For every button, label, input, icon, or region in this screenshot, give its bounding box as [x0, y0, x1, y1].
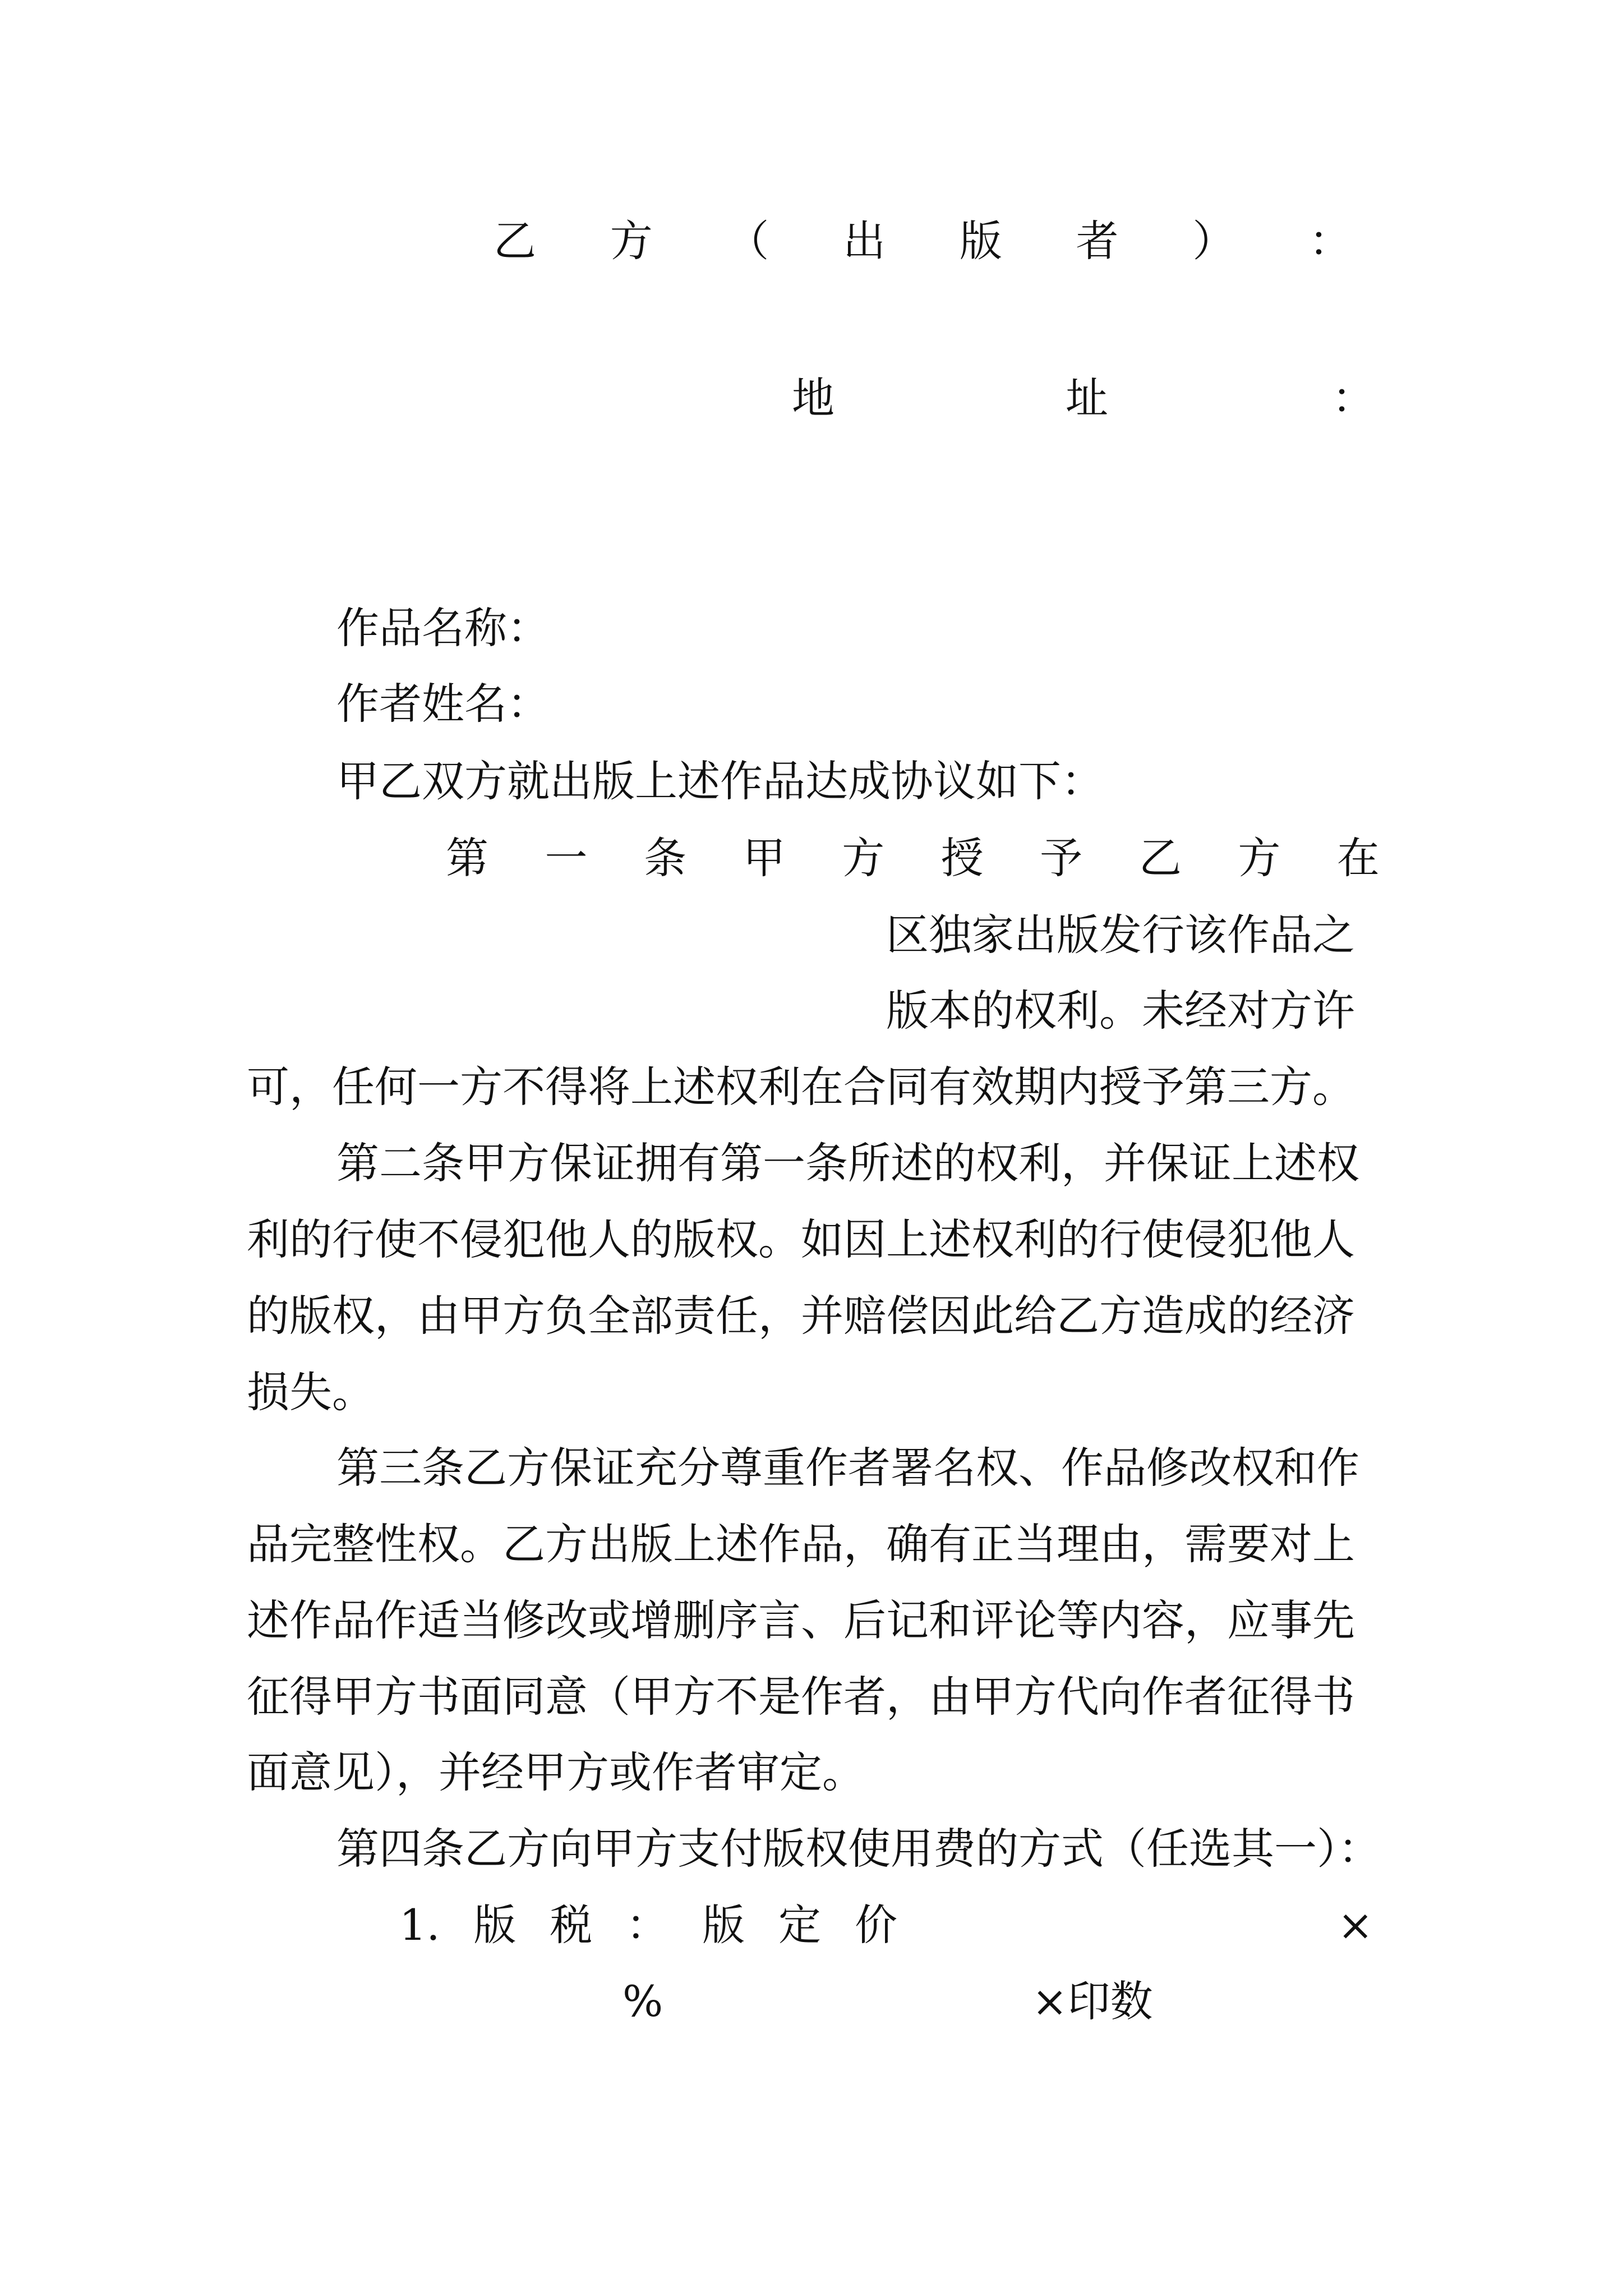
multiply-sign: ×	[1338, 1900, 1373, 1950]
article2-line: 损失。	[247, 1367, 375, 1417]
party-b-char: 版	[959, 216, 1002, 266]
times-print-count: ×印数	[1032, 1976, 1153, 2026]
address-label-char: 址	[1066, 373, 1108, 423]
article2-line: 第二条甲方保证拥有第一条所述的权利，并保证上述权	[336, 1138, 1359, 1188]
article1-char: 甲	[743, 833, 786, 883]
article3-line: 述作品作适当修改或增删序言、后记和评论等内容，应事先	[247, 1595, 1355, 1645]
royalty-char: 价	[854, 1900, 897, 1950]
article1-char: 方	[1238, 833, 1281, 883]
work-title-label: 作品名称：	[336, 603, 550, 653]
article2-line: 的版权，由甲方负全部责任，并赔偿因此给乙方造成的经济	[247, 1291, 1355, 1341]
article1-char: 第	[446, 833, 488, 883]
royalty-char: 版	[473, 1900, 517, 1950]
article1-char: 予	[1040, 833, 1083, 883]
royalty-char: 定	[778, 1900, 822, 1950]
article1-char: 授	[940, 833, 984, 883]
party-b-line	[494, 213, 1352, 269]
address-label-char: 地	[792, 373, 834, 423]
party-b-char: ）	[1192, 216, 1235, 266]
article1-line4: 可，任何一方不得将上述权利在合同有效期内授予第三方。	[247, 1062, 1355, 1112]
royalty-line	[0, 1897, 1623, 1953]
author-name-label: 作者姓名：	[336, 679, 550, 729]
article3-line: 品完整性权。乙方出版上述作品，确有正当理由，需要对上	[247, 1519, 1355, 1569]
royalty-char: 1.	[399, 1900, 440, 1950]
article1-char: 方	[842, 833, 885, 883]
address-colon: ：	[1332, 373, 1375, 423]
article1-char: 乙	[1138, 833, 1182, 883]
article1-char: 在	[1336, 833, 1380, 883]
article3-line: 第三条乙方保证充分尊重作者署名权、作品修改权和作	[336, 1443, 1359, 1493]
party-b-char: 乙	[494, 216, 536, 266]
article1-line3: 版本的权利。未经对方许	[886, 986, 1355, 1036]
royalty-char: 版	[702, 1900, 745, 1950]
article2-line: 利的行使不侵犯他人的版权。如因上述权利的行使侵犯他人	[247, 1214, 1355, 1264]
royalty-label	[399, 1897, 897, 1953]
article1-line2: 区独家出版发行该作品之	[886, 910, 1355, 960]
article1-char: 一	[545, 833, 588, 883]
royalty-char: ：	[626, 1900, 669, 1950]
article4-intro: 第四条乙方向甲方支付版权使用费的方式（任选其一）：	[336, 1824, 1381, 1874]
address-line	[0, 370, 1623, 426]
royalty-char: 税	[550, 1900, 593, 1950]
article1-char: 条	[644, 833, 687, 883]
article3-line: 面意见），并经甲方或作者审定。	[247, 1747, 865, 1797]
agreement-intro: 甲乙双方就出版上述作品达成协议如下：	[336, 756, 1104, 806]
party-b-char: （	[726, 216, 769, 266]
party-b-char: ：	[1308, 216, 1352, 266]
party-b-char: 出	[843, 216, 886, 266]
article3-line: 征得甲方书面同意（甲方不是作者，由甲方代向作者征得书	[247, 1672, 1355, 1722]
royalty-formula-line	[0, 1973, 1623, 2030]
article1-line1	[446, 830, 1380, 886]
percent-sign: %	[623, 1976, 663, 2026]
party-b-char: 者	[1076, 216, 1119, 266]
party-b-char: 方	[610, 216, 653, 266]
